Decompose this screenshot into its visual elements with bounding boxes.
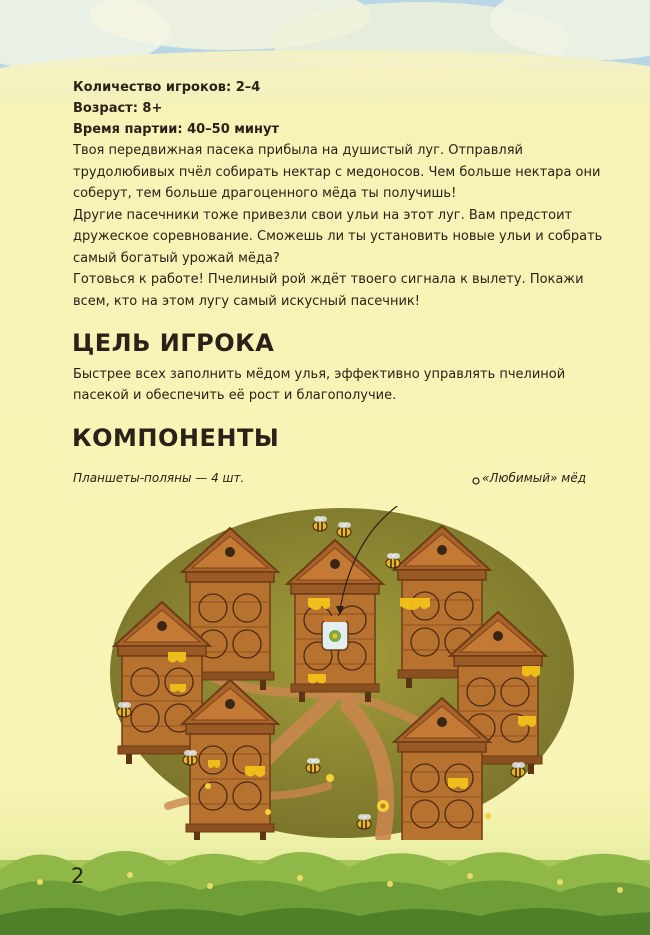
meadow-board-illustration xyxy=(108,506,576,840)
intro-paragraph: Готовься к работе! Пчелиный рой ждёт твоего сигнала к вылету. Покажи всем, кто на этом лугу самый искусный пасечник! xyxy=(73,272,584,309)
caption-boards: Планшеты-поляны — 4 шт. xyxy=(73,471,245,485)
age-rating: Возраст: 8+ xyxy=(73,101,163,116)
play-time: Время партии: 40–50 минут xyxy=(73,122,280,137)
components-heading: КОМПОНЕНТЫ xyxy=(72,424,280,452)
page-number: 2 xyxy=(71,864,85,888)
goal-heading: ЦЕЛЬ ИГРОКА xyxy=(72,329,275,357)
intro-paragraph: Твоя передвижная пасека прибыла на душистый луг. Отправляй трудолюбивых пчёл собирать нектар с медоносов. Чем больше нектара они соберут, тем больше драгоценного мёда ты получишь! xyxy=(73,143,601,201)
game-stats xyxy=(73,77,603,140)
caption-favorite-honey: «Любимый» мёд xyxy=(482,471,587,485)
players-count: Количество игроков: 2–4 xyxy=(73,80,261,95)
goal-text: Быстрее всех заполнить мёдом улья, эффективно управлять пчелиной пасекой и обеспечить её рост и благополучие. xyxy=(73,367,566,403)
callout-dot-icon xyxy=(466,476,486,486)
grass-background xyxy=(0,820,650,935)
intro-text xyxy=(73,140,603,312)
intro-paragraph: Другие пасечники тоже привезли свои ульи на этот луг. Вам предстоит дружеское соревнование. Сможешь ли ты установить новые ульи и собрать самый богатый урожай мёда? xyxy=(73,207,603,266)
